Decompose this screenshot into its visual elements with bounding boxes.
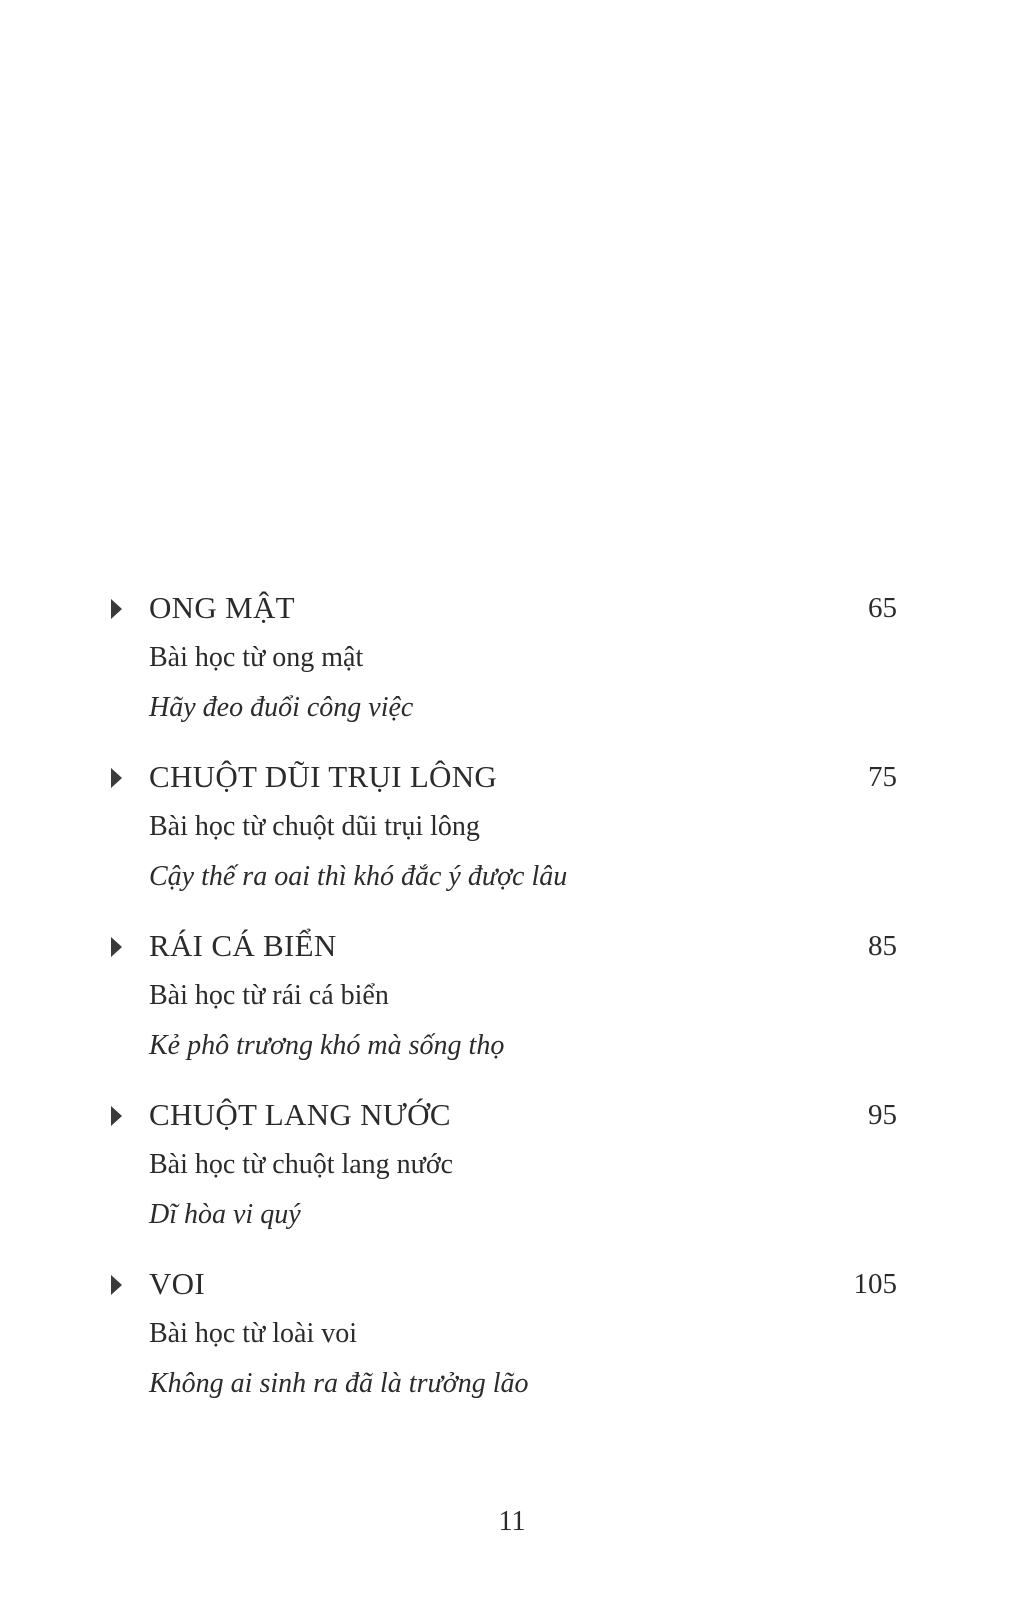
chapter-lesson: Cậy thế ra oai thì khó đắc ý được lâu [149, 861, 568, 892]
page-number: 11 [498, 1506, 526, 1537]
chapter-subtitle: Bài học từ rái cá biển [149, 980, 389, 1011]
chapter-title[interactable]: ONG MẬT [149, 590, 295, 625]
triangle-bullet-icon [111, 937, 122, 957]
toc-entry[interactable] [0, 926, 1024, 1076]
chapter-subtitle: Bài học từ chuột dũi trụi lông [149, 811, 480, 842]
toc-entry[interactable] [0, 1264, 1024, 1414]
chapter-title[interactable]: CHUỘT DŨI TRỤI LÔNG [149, 759, 498, 794]
chapter-lesson: Dĩ hòa vi quý [149, 1199, 301, 1230]
chapter-lesson: Hãy đeo đuổi công việc [149, 692, 414, 723]
chapter-subtitle: Bài học từ ong mật [149, 642, 364, 673]
toc-entry[interactable] [0, 1095, 1024, 1245]
chapter-page-number: 65 [868, 592, 897, 624]
chapter-page-number: 75 [868, 761, 897, 793]
chapter-lesson: Kẻ phô trương khó mà sống thọ [149, 1030, 505, 1061]
chapter-subtitle: Bài học từ loài voi [149, 1318, 358, 1349]
toc-entry[interactable] [0, 588, 1024, 738]
chapter-lesson: Không ai sinh ra đã là trưởng lão [149, 1368, 529, 1399]
chapter-title[interactable]: RÁI CÁ BIỂN [149, 928, 337, 963]
chapter-title[interactable]: CHUỘT LANG NƯỚC [149, 1097, 451, 1132]
triangle-bullet-icon [111, 599, 122, 619]
chapter-page-number: 85 [868, 930, 897, 962]
chapter-subtitle: Bài học từ chuột lang nước [149, 1149, 454, 1180]
chapter-title[interactable]: VOI [149, 1266, 205, 1301]
triangle-bullet-icon [111, 768, 122, 788]
triangle-bullet-icon [111, 1275, 122, 1295]
chapter-page-number: 95 [868, 1099, 897, 1131]
toc-entry[interactable] [0, 757, 1024, 907]
chapter-page-number: 105 [853, 1268, 897, 1300]
triangle-bullet-icon [111, 1106, 122, 1126]
